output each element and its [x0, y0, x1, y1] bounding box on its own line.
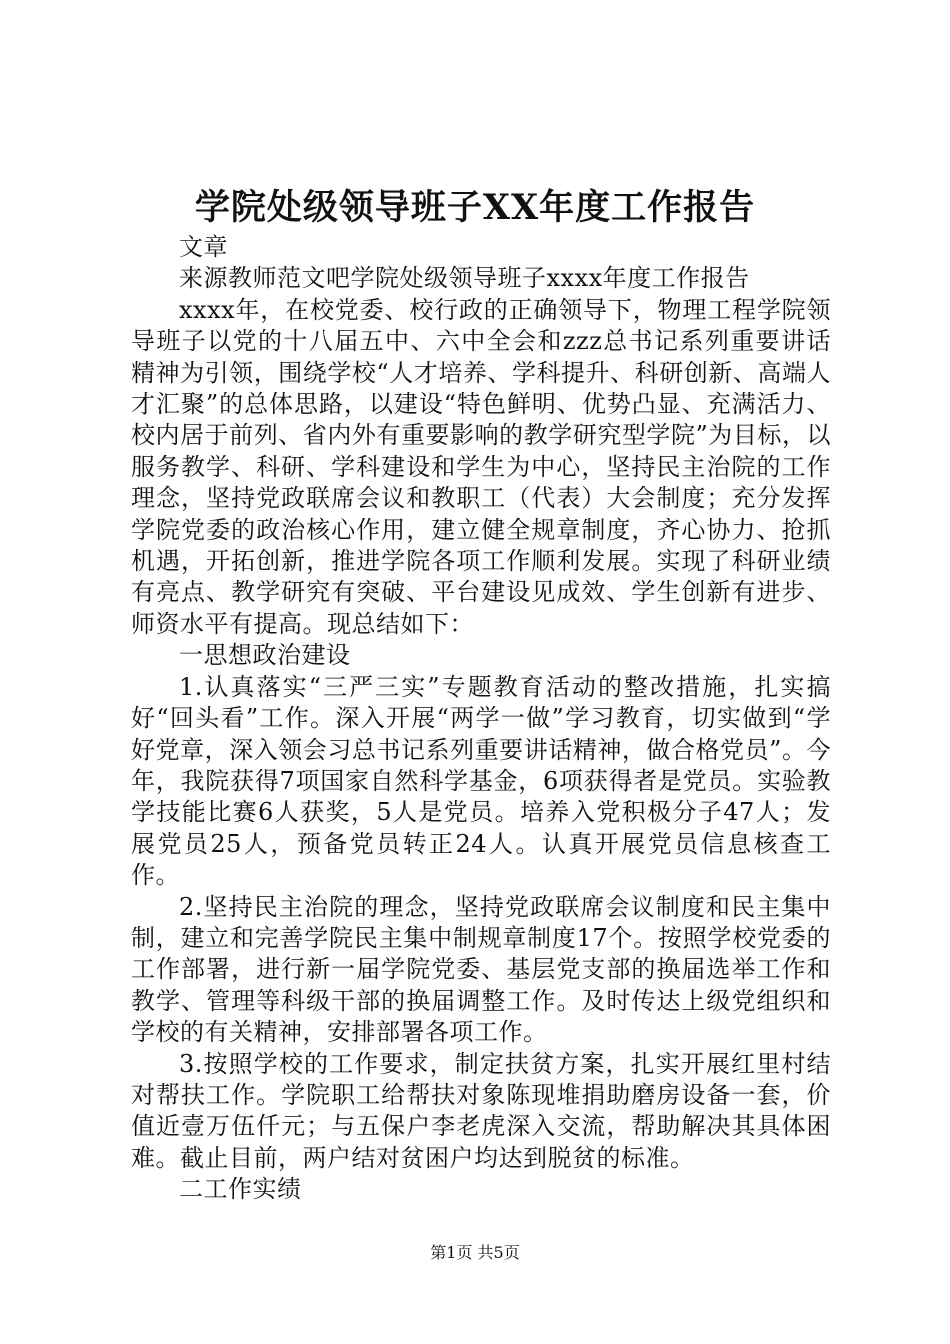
- page-number-footer: 第1页 共5页: [430, 1243, 520, 1262]
- paragraph-item-2: 2.坚持民主治院的理念，坚持党政联席会议制度和民主集中制，建立和完善学院民主集中制规章制度17个。按照学校党委的工作部署，进行新一届学院党委、基层党支部的换届选举工作和教学、管理等科级干部的换届调整工作。及时传达上级党组织和学校的有关精神，安排部署各项工作。: [131, 892, 831, 1047]
- paragraph-item-3: 3.按照学校的工作要求，制定扶贫方案，扎实开展红里村结对帮扶工作。学院职工给帮扶对象陈现堆捐助磨房设备一套，价值近壹万伍仟元；与五保户李老虎深入交流，帮助解决其具体困难。截止目前，两户结对贫困户均达到脱贫的标准。: [131, 1049, 831, 1172]
- section-heading-2: 二工作实绩: [179, 1175, 302, 1204]
- paragraph-intro: xxxx年，在校党委、校行政的正确领导下，物理工程学院领导班子以党的十八届五中、六中全会和zzz总书记系列重要讲话精神为引领，围绕学校“人才培养、学科提升、科研创新、高端人才汇聚”的总体思路，以建设“特色鲜明、优势凸显、充满活力、校内居于前列、省内外有重要影响的教学研究型学院”为目标，以服务教学、科研、学科建设和学生为中心，坚持民主治院的工作理念，坚持党政联席会议和教职工（代表）大会制度；充分发挥学院党委的政治核心作用，建立健全规章制度，齐心协力、抢抓机遇，开拓创新，推进学院各项工作顺利发展。实现了科研业绩有亮点、教学研究有突破、平台建设见成效、学生创新有进步、师资水平有提高。现总结如下：: [131, 295, 831, 638]
- document-title: 学院处级领导班子XX年度工作报告: [194, 187, 756, 228]
- section-heading-1: 一思想政治建设: [179, 641, 351, 670]
- paragraph-label-article: 文章: [179, 233, 228, 261]
- paragraph-item-1: 1.认真落实“三严三实”专题教育活动的整改措施，扎实搞好“回头看”工作。深入开展“两学一做”学习教育，切实做到“学好党章，深入领会习总书记系列重要讲话精神，做合格党员”。今年，我院获得7项国家自然科学基金，6项获得者是党员。实验教学技能比赛6人获奖，5人是党员。培养入党积极分子47人；发展党员25人，预备党员转正24人。认真开展党员信息核查工作。: [131, 672, 831, 890]
- paragraph-source: 来源教师范文吧学院处级领导班子xxxx年度工作报告: [179, 264, 750, 293]
- document-body: [131, 232, 831, 1206]
